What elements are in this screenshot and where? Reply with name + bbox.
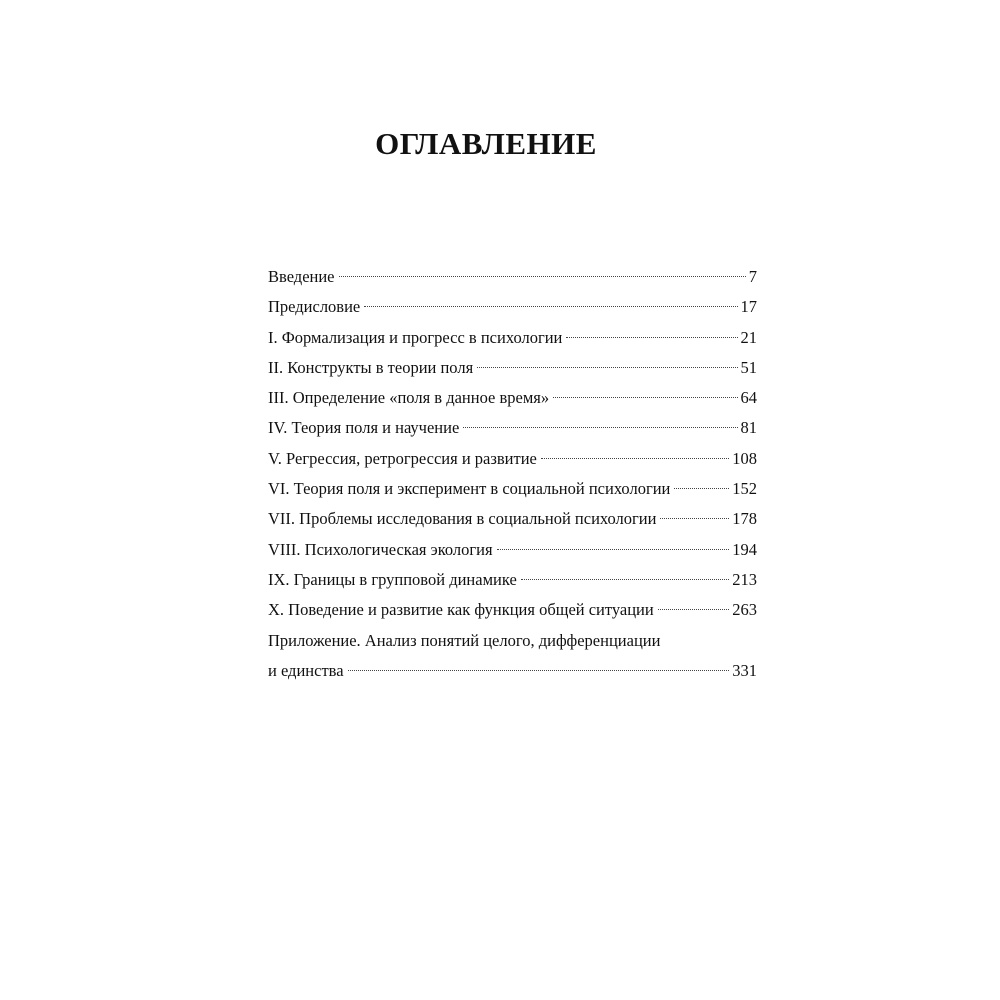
toc-entry-page: 17: [740, 297, 757, 317]
toc-entry: [268, 565, 757, 595]
toc-entry-page: 81: [740, 418, 757, 438]
toc-appendix-title-line-2: и единства: [268, 660, 344, 680]
toc-dot-leader: [660, 518, 729, 519]
toc-entry-page: 194: [732, 539, 757, 559]
toc-entry-page: 152: [732, 479, 757, 499]
toc-entry: [268, 535, 757, 565]
toc-dot-leader: [364, 306, 737, 307]
toc-entry-title: Предисловие: [268, 297, 361, 317]
toc-appendix-page: 331: [732, 660, 757, 680]
toc-entry-title: X. Поведение и развитие как функция общей ситуации: [268, 600, 654, 620]
toc-entry: [268, 323, 757, 353]
toc-entry: [268, 292, 757, 322]
toc-entry-title: VI. Теория поля и эксперимент в социальной психологии: [268, 479, 671, 499]
toc-entry-page: 51: [740, 357, 757, 377]
toc-entry-page: 213: [732, 569, 757, 589]
toc-entry-title: VIII. Психологическая экология: [268, 539, 493, 559]
toc-entry: [268, 383, 757, 413]
toc-entry-title: IV. Теория поля и научение: [268, 418, 460, 438]
toc-dot-leader: [658, 609, 730, 610]
toc-entry: [268, 474, 757, 504]
toc-entry-page: 263: [732, 600, 757, 620]
toc-entry: [268, 504, 757, 534]
toc-entry-page: 64: [740, 388, 757, 408]
toc-dot-leader: [348, 670, 730, 671]
page-title: ОГЛАВЛЕНИЕ: [375, 126, 597, 161]
toc-entry: [268, 262, 757, 292]
toc-appendix-line-1: [268, 626, 757, 656]
toc-entry-title: V. Регрессия, ретрогрессия и развитие: [268, 448, 537, 468]
toc-entry: [268, 353, 757, 383]
toc-dot-leader: [566, 337, 737, 338]
toc-entry-title: III. Определение «поля в данное время»: [268, 388, 550, 408]
toc-dot-leader: [521, 579, 729, 580]
table-of-contents: [268, 262, 757, 686]
toc-entry: [268, 444, 757, 474]
toc-entry-page: 7: [748, 267, 757, 286]
toc-entry-page: 108: [732, 448, 757, 468]
toc-dot-leader: [339, 276, 746, 277]
toc-dot-leader: [674, 488, 729, 489]
toc-entry-title: Введение: [268, 267, 335, 286]
toc-dot-leader: [553, 397, 737, 398]
toc-dot-leader: [463, 427, 737, 428]
toc-dot-leader: [541, 458, 729, 459]
toc-entry-title: I. Формализация и прогресс в психологии: [268, 327, 563, 347]
toc-entry-page: 21: [740, 327, 757, 347]
toc-entry: [268, 595, 757, 625]
toc-dot-leader: [477, 367, 737, 368]
toc-appendix-title-line-1: Приложение. Анализ понятий целого, дифференциации: [268, 630, 661, 650]
toc-dot-leader: [497, 549, 730, 550]
toc-entry-title: IX. Границы в групповой динамике: [268, 569, 517, 589]
toc-entry-title: II. Конструкты в теории поля: [268, 357, 474, 377]
toc-appendix-entry: [268, 656, 757, 686]
toc-entry-title: VII. Проблемы исследования в социальной психологии: [268, 509, 657, 529]
toc-entry-page: 178: [732, 509, 757, 529]
toc-entry: [268, 413, 757, 443]
